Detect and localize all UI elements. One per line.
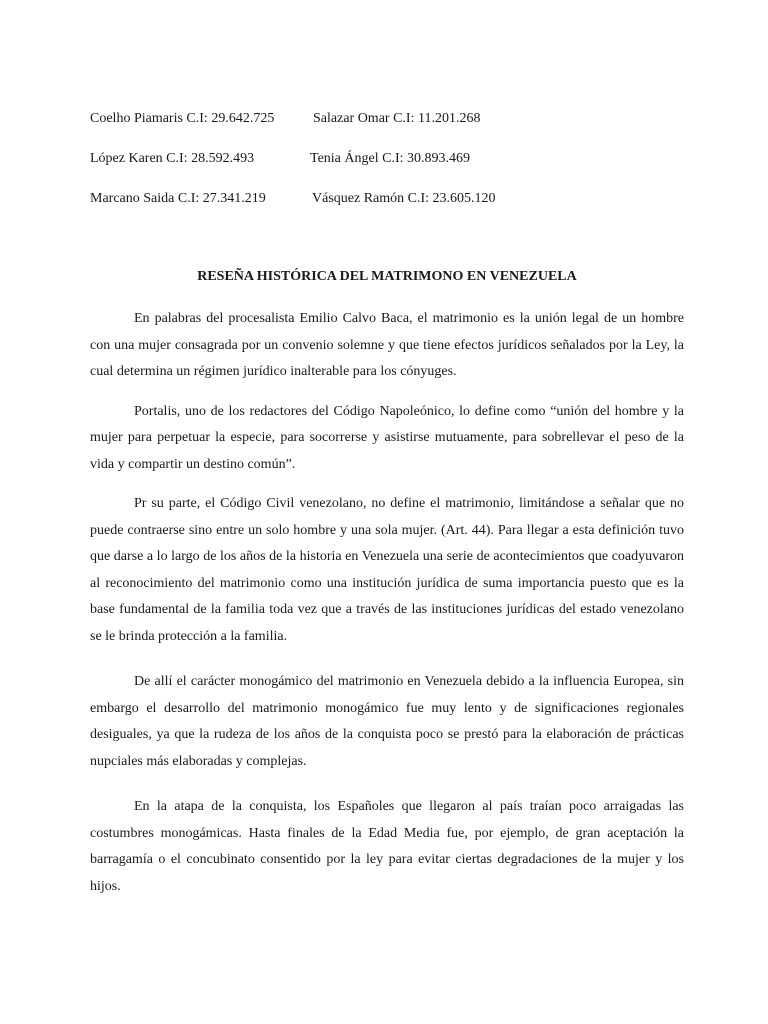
document-title: RESEÑA HISTÓRICA DEL MATRIMONO EN VENEZUELA [197, 269, 577, 284]
author-list [90, 108, 690, 228]
author-entry: Marcano Saida C.I: 27.341.219 [90, 191, 266, 206]
author-entry: Coelho Piamaris C.I: 29.642.725 [90, 111, 275, 126]
body-paragraph: En la atapa de la conquista, los Españoles que llegaron al país traían poco arraigadas las costumbres monogámicas. Hasta finales de la Edad Media fue, por ejemplo, de gran aceptación la barragamía o el concubinato consentido por la ley para evitar ciertas degradaciones de la mujer y los hijos. [90, 799, 684, 894]
author-entry: Salazar Omar C.I: 11.201.268 [313, 111, 481, 126]
author-row [90, 188, 690, 228]
document-body [90, 306, 684, 900]
body-paragraph: En palabras del procesalista Emilio Calvo Baca, el matrimonio es la unión legal de un hombre con una mujer consagrada por un convenio solemne y que tiene efectos jurídicos señalados por la Ley, la cual determina un régimen jurídico inalterable para los cónyuges. [90, 311, 684, 379]
body-paragraph: Pr su parte, el Código Civil venezolano, no define el matrimonio, limitándose a señalar que no puede contraerse sino entre un solo hombre y una sola mujer. (Art. 44). Para llegar a esta definición tuvo que darse a lo largo de los años de la historia en Venezuela una serie de acontecimientos que coadyuvaron al reconocimiento del matrimonio como una institución jurídica de suma importancia puesto que es la base fundamental de la familia toda vez que a través de las instituciones jurídicas del estado venezolano se le brinda protección a la familia. [90, 496, 684, 644]
body-paragraph: De allí el carácter monogámico del matrimonio en Venezuela debido a la influencia Europea, sin embargo el desarrollo del matrimonio monogámico fue muy lento y de significaciones regionales desiguales, ya que la rudeza de los años de la conquista poco se prestó para la elaboración de prácticas nupciales más elaboradas y complejas. [90, 674, 684, 769]
author-entry: Vásquez Ramón C.I: 23.605.120 [312, 191, 496, 206]
author-row [90, 148, 690, 188]
author-entry: López Karen C.I: 28.592.493 [90, 151, 255, 166]
author-row [90, 108, 690, 148]
body-paragraph: Portalis, uno de los redactores del Código Napoleónico, lo define como “unión del hombre y la mujer para perpetuar la especie, para socorrerse y asistirse mutuamente, para sobrellevar el peso de la vida y compartir un destino común”. [90, 403, 684, 472]
author-entry: Tenia Ángel C.I: 30.893.469 [310, 151, 470, 166]
